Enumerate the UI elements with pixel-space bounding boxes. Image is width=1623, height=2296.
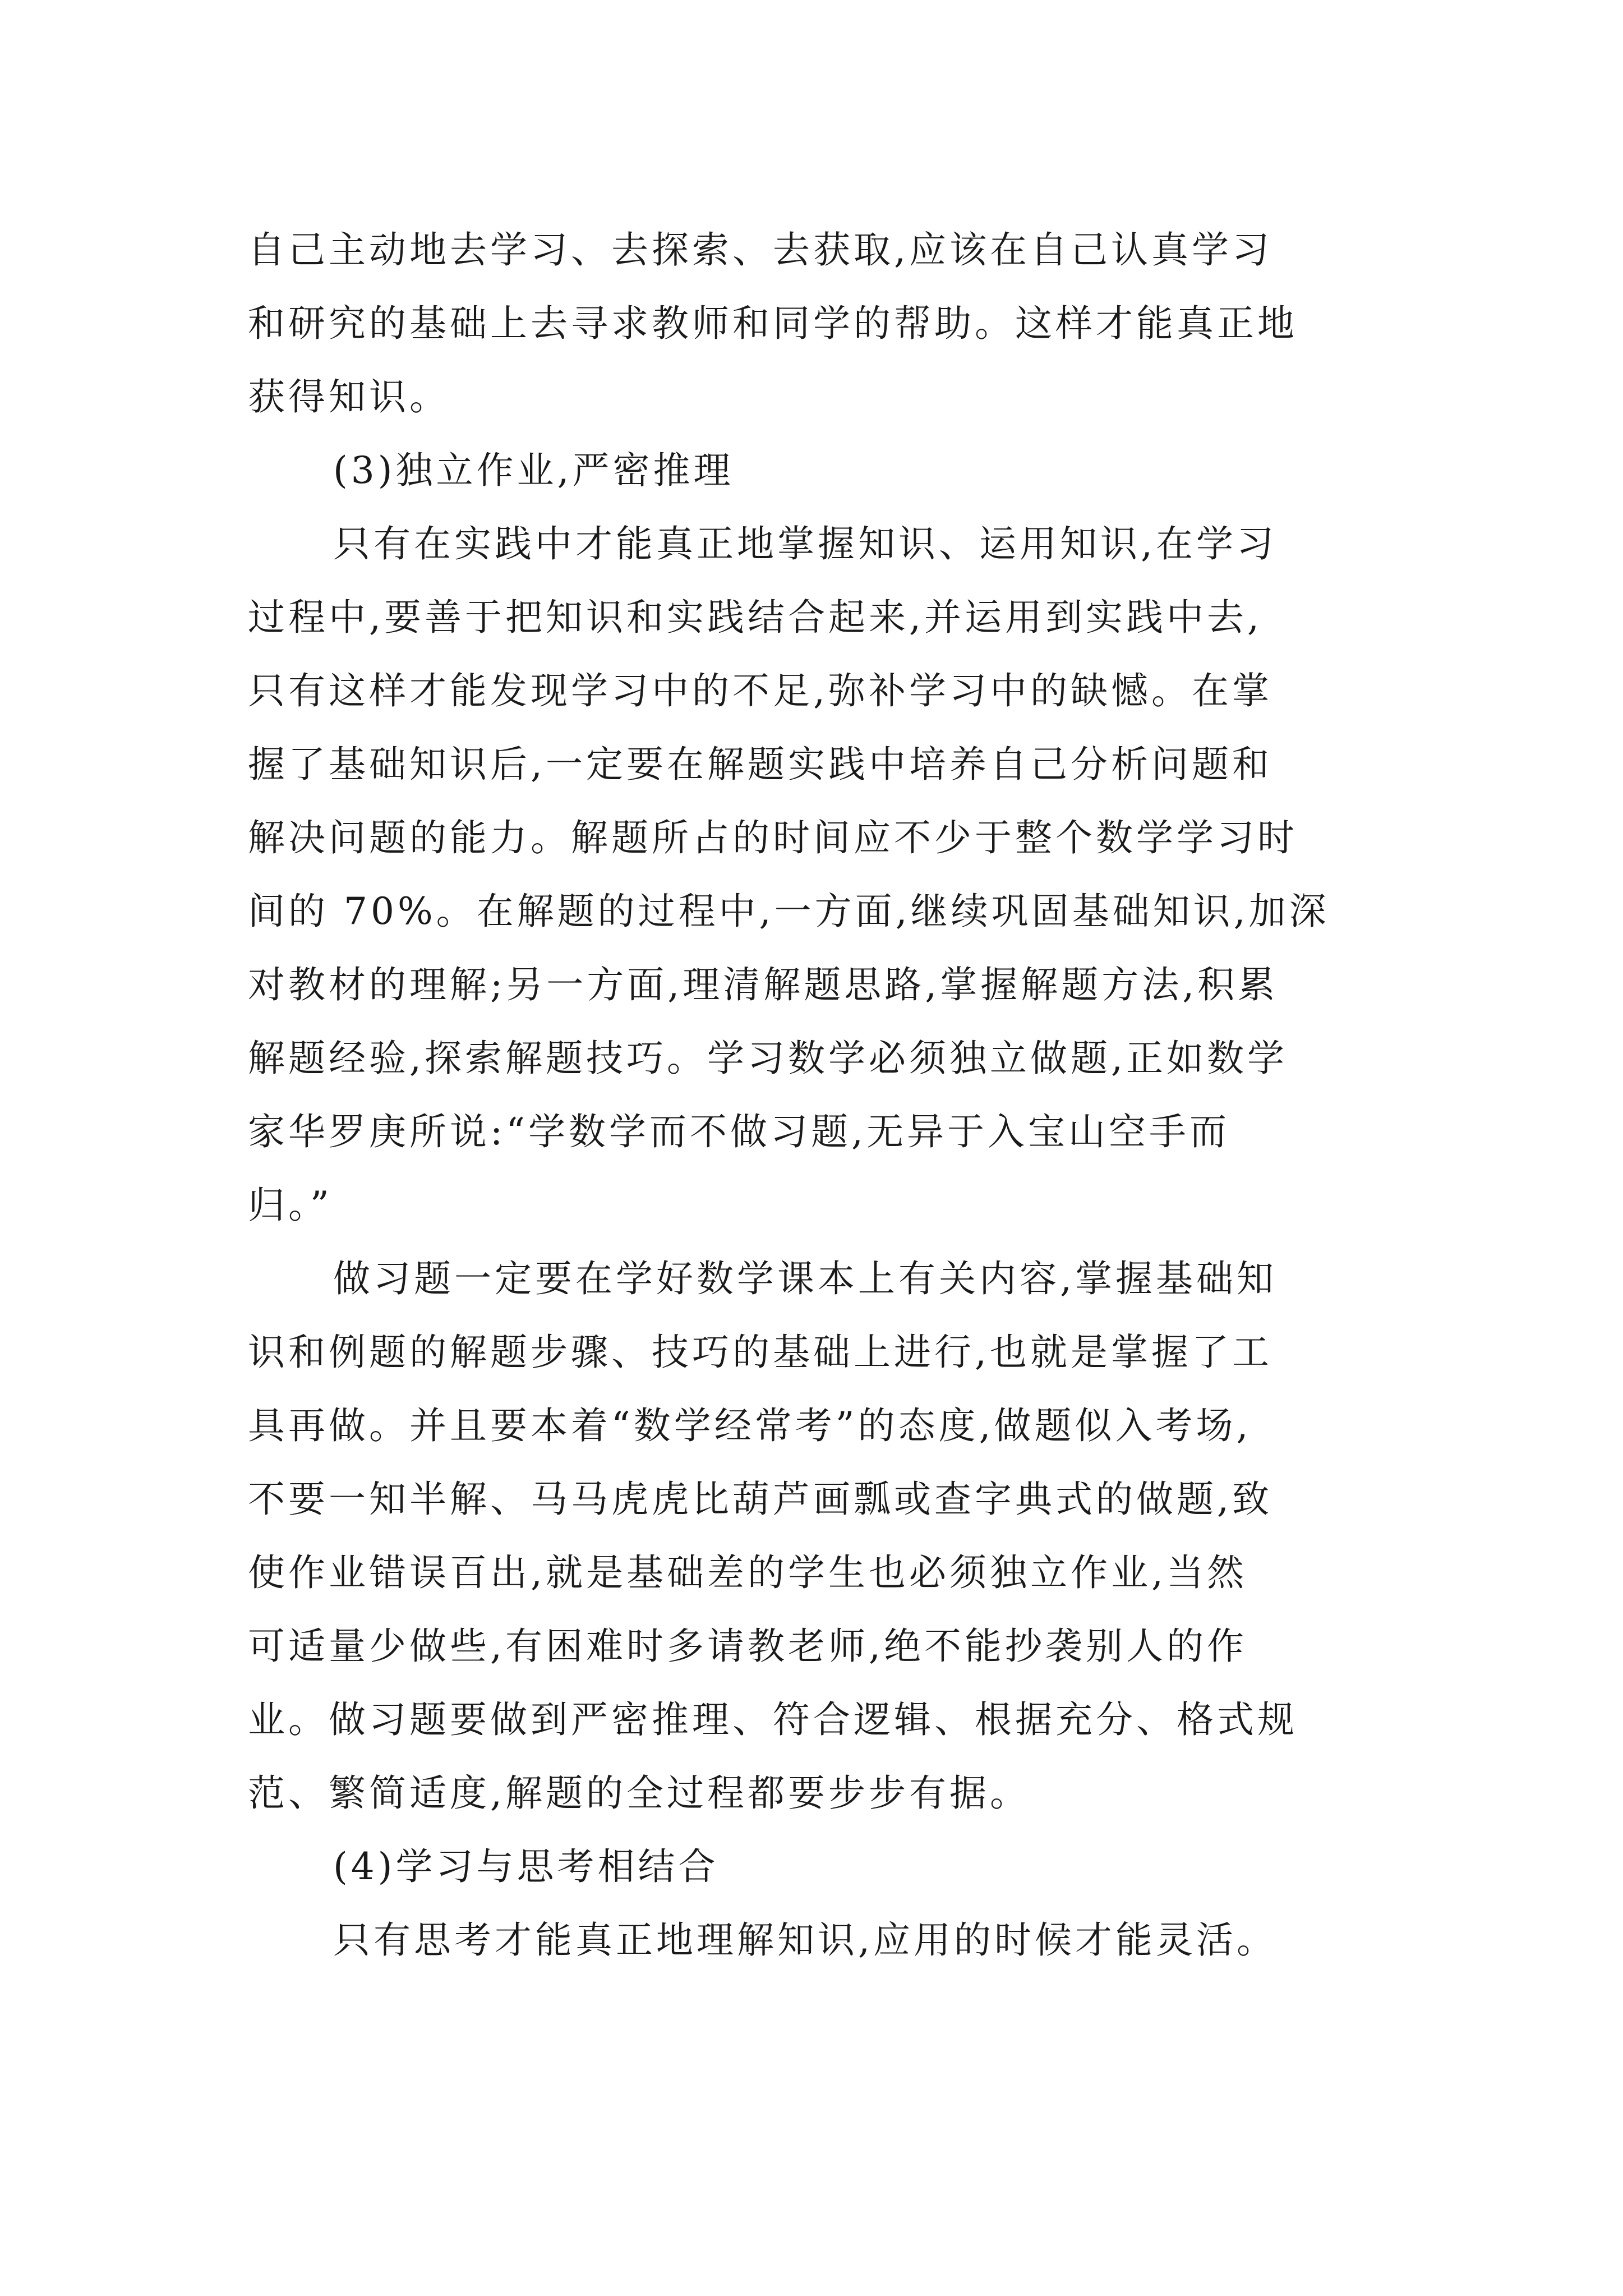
text-line: 范、繁简适度,解题的全过程都要步步有据。 bbox=[248, 1772, 1030, 1815]
text-line: 对教材的理解;另一方面,理清解题思路,掌握解题方法,积累 bbox=[248, 963, 1279, 1006]
text-line: 获得知识。 bbox=[248, 375, 450, 418]
section-heading: (4)学习与思考相结合 bbox=[333, 1845, 719, 1888]
text-line: 可适量少做些,有困难时多请教老师,绝不能抄袭别人的作 bbox=[248, 1625, 1247, 1668]
text-line: 不要一知半解、马马虎虎比葫芦画瓢或查字典式的做题,致 bbox=[248, 1478, 1272, 1521]
text-line: 家华罗庚所说:“学数学而不做习题,无异于入宝山空手而 bbox=[248, 1110, 1230, 1153]
text-line: 自己主动地去学习、去探索、去获取,应该在自己认真学习 bbox=[248, 228, 1272, 272]
text-line: 归。” bbox=[248, 1184, 333, 1227]
text-line: 具再做。并且要本着“数学经常考”的态度,做题似入考场, bbox=[248, 1404, 1252, 1447]
paragraph-start-line: 做习题一定要在学好数学课本上有关内容,掌握基础知 bbox=[333, 1257, 1277, 1300]
text-line: 使作业错误百出,就是基础差的学生也必须独立作业,当然 bbox=[248, 1551, 1247, 1594]
text-line: 业。做习题要做到严密推理、符合逻辑、根据充分、格式规 bbox=[248, 1698, 1298, 1741]
text-line: 识和例题的解题步骤、技巧的基础上进行,也就是掌握了工 bbox=[248, 1331, 1272, 1374]
text-line: 和研究的基础上去寻求教师和同学的帮助。这样才能真正地 bbox=[248, 302, 1298, 345]
paragraph-start-line: 只有思考才能真正地理解知识,应用的时候才能灵活。 bbox=[333, 1918, 1277, 1962]
section-heading: (3)独立作业,严密推理 bbox=[333, 449, 734, 492]
paragraph-start-line: 只有在实践中才能真正地掌握知识、运用知识,在学习 bbox=[333, 522, 1277, 565]
text-line: 解决问题的能力。解题所占的时间应不少于整个数学学习时 bbox=[248, 816, 1298, 859]
text-line: 过程中,要善于把知识和实践结合起来,并运用到实践中去, bbox=[248, 596, 1262, 639]
text-line: 握了基础知识后,一定要在解题实践中培养自己分析问题和 bbox=[248, 743, 1272, 786]
text-line: 只有这样才能发现学习中的不足,弥补学习中的缺憾。在掌 bbox=[248, 669, 1272, 712]
body-text bbox=[248, 213, 1392, 1977]
text-line: 解题经验,探索解题技巧。学习数学必须独立做题,正如数学 bbox=[248, 1037, 1288, 1080]
text-line: 间的 70%。在解题的过程中,一方面,继续巩固基础知识,加深 bbox=[248, 890, 1330, 933]
